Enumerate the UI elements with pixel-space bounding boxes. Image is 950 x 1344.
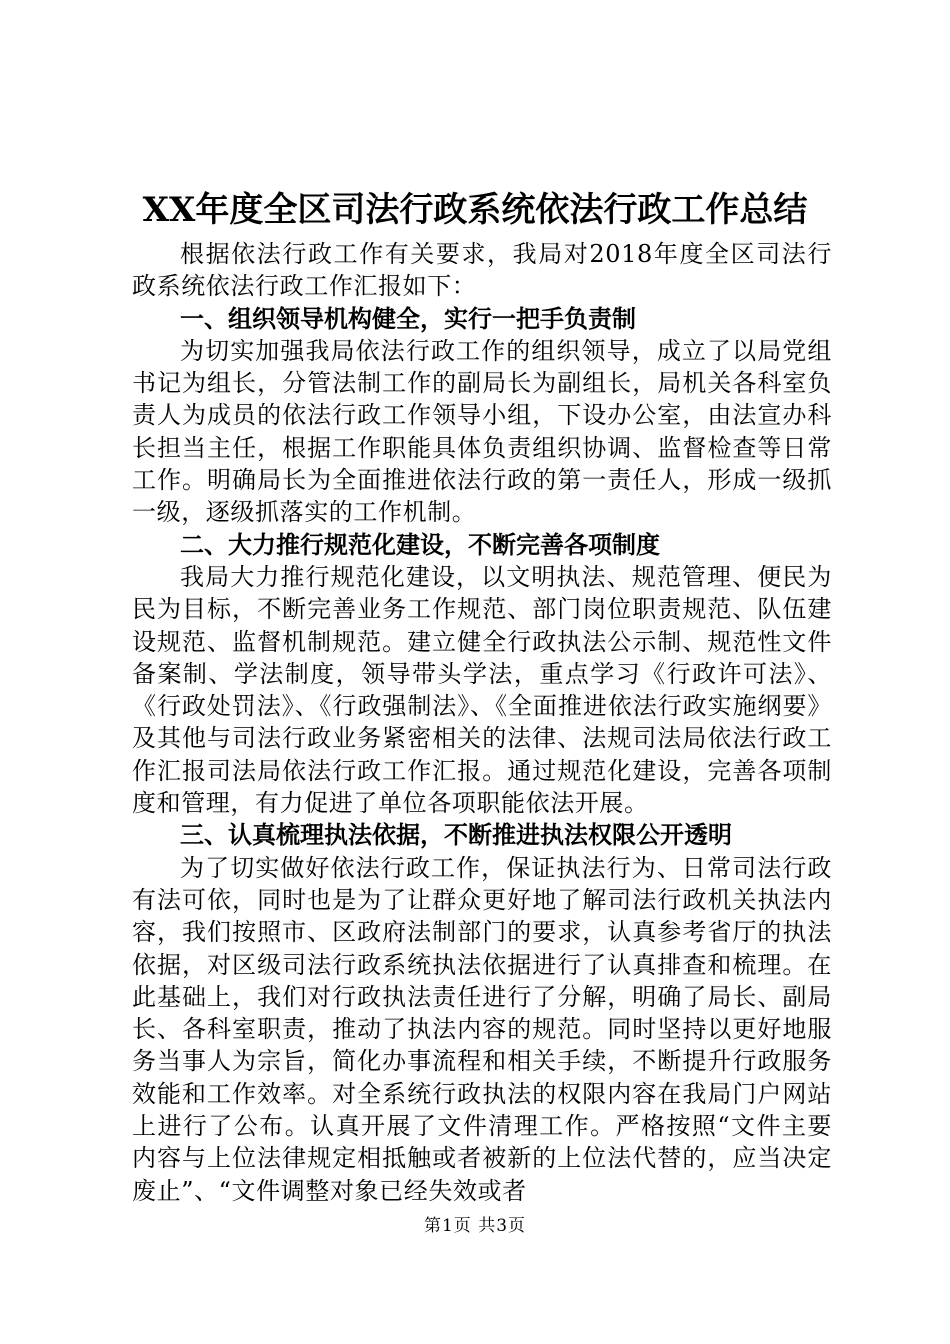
section-heading-3: 三、认真梳理执法依据，不断推进执法权限公开透明 (180, 821, 732, 850)
document-body (132, 238, 832, 1207)
section-body-1: 为切实加强我局依法行政工作的组织领导，成立了以局党组书记为组长，分管法制工作的副局长为副组长，局机关各科室负责人为成员的依法行政工作领导小组，下设办公室，由法宣办科长担当主任，根据工作职能具体负责组织协调、监督检查等日常工作。明确局长为全面推进依法行政的第一责任人，形成一级抓一级，逐级抓落实的工作机制。 (132, 336, 832, 527)
document-title: XX年度全区司法行政系统依法行政工作总结 (142, 190, 808, 230)
section-heading-2: 二、大力推行规范化建设，不断完善各项制度 (180, 530, 660, 559)
page-number-footer: 第1页 共3页 (423, 1216, 527, 1236)
section-body-3: 为了切实做好依法行政工作，保证执法行为、日常司法行政有法可依，同时也是为了让群众更好地了解司法行政机关执法内容，我们按照市、区政府法制部门的要求，认真参考省厅的执法依据，对区级司法行政系统执法依据进行了认真排查和梳理。在此基础上，我们对行政执法责任进行了分解，明确了局长、副局长、各科室职责，推动了执法内容的规范。同时坚持以更好地服务当事人为宗旨，简化办事流程和相关手续，不断提升行政服务效能和工作效率。对全系统行政执法的权限内容在我局门户网站上进行了公布。认真开展了文件清理工作。严格按照“文件主要内容与上位法律规定相抵触或者被新的上位法代替的，应当决定废止”、“文件调整对象已经失效或者 (132, 853, 832, 1205)
section-heading-1: 一、组织领导机构健全，实行一把手负责制 (180, 304, 636, 333)
intro-paragraph: 根据依法行政工作有关要求，我局对2018年度全区司法行政系统依法行政工作汇报如下： (132, 240, 832, 301)
section-body-2: 我局大力推行规范化建设，以文明执法、规范管理、便民为民为目标，不断完善业务工作规范、部门岗位职责规范、队伍建设规范、监督机制规范。建立健全行政执法公示制、规范性文件备案制、学法制度，领导带头学法，重点学习《行政许可法》、《行政处罚法》、《行政强制法》、《全面推进依法行政实施纲要》及其他与司法行政业务紧密相关的法律、法规司法局依法行政工作汇报司法局依法行政工作汇报。通过规范化建设，完善各项制度和管理，有力促进了单位各项职能依法开展。 (132, 562, 832, 818)
